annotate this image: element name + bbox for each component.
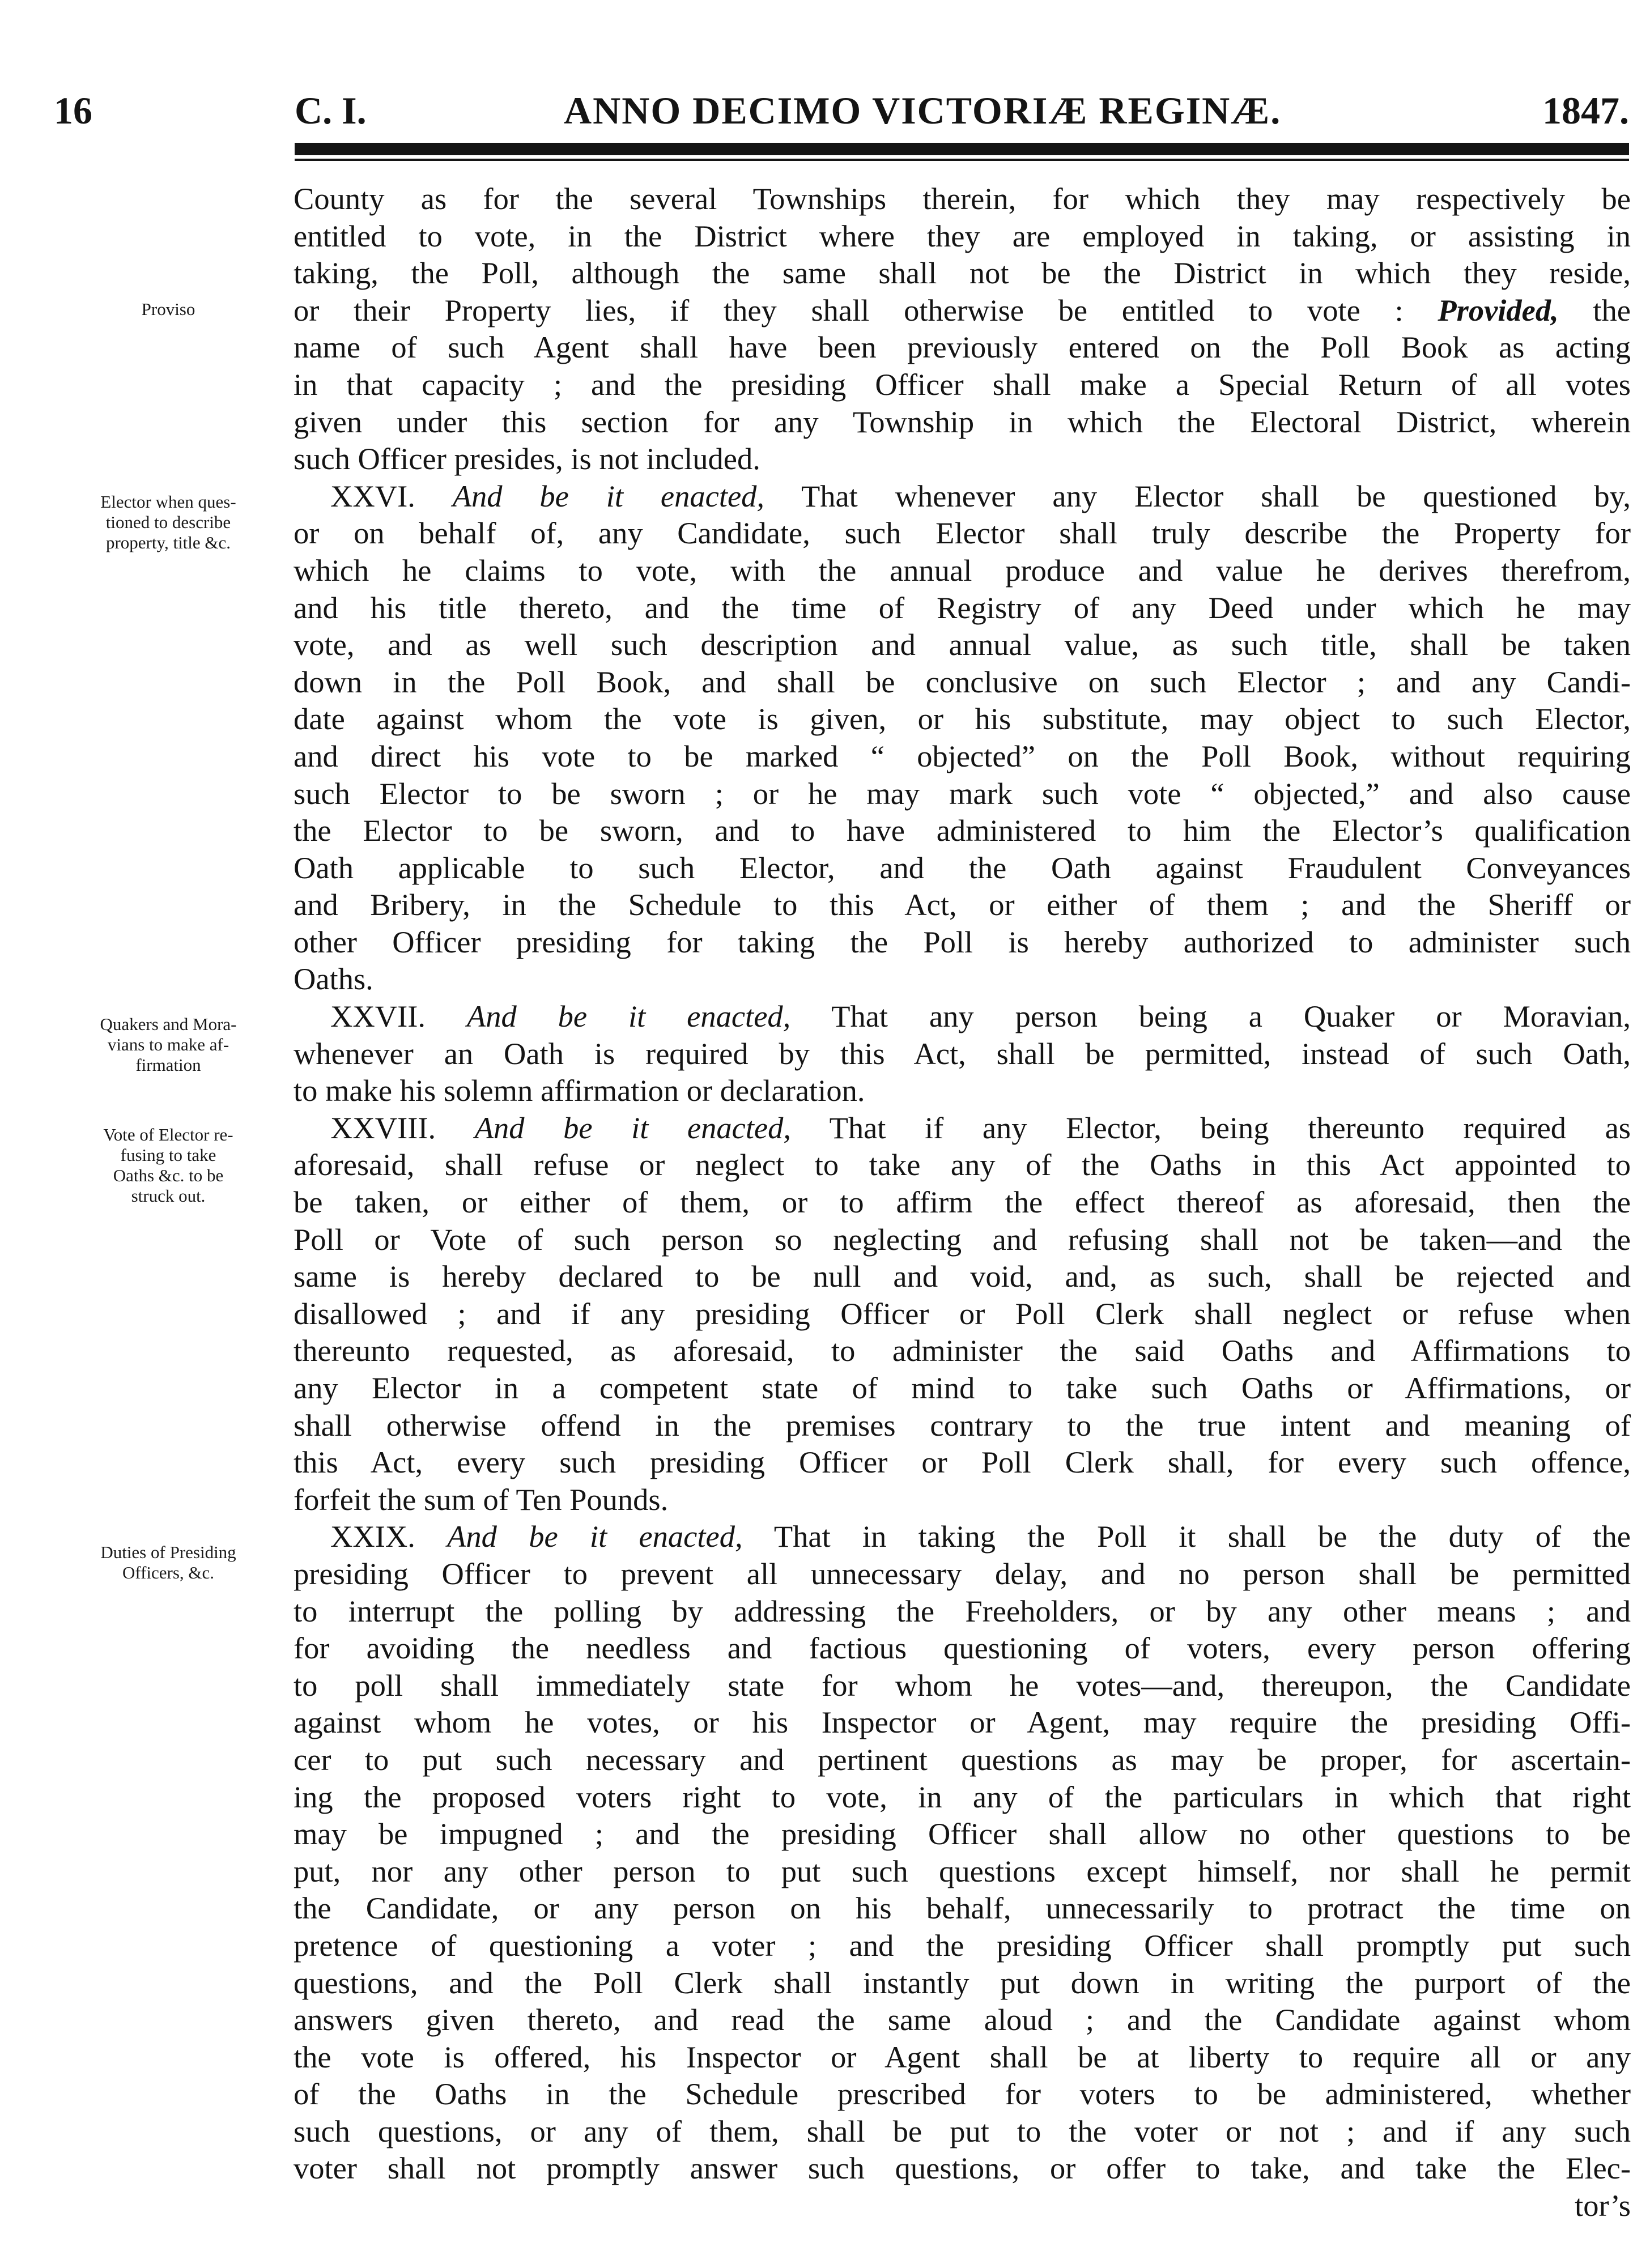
section-heading-line bbox=[294, 1518, 1631, 1555]
text-line: such Elector to be sworn ; or he may mark such vote “ objected,” and also cause bbox=[294, 776, 1631, 811]
text-line: voter shall not promptly answer such questions, or offer to take, and take the Elec- bbox=[294, 2151, 1631, 2186]
text-line: the Elector to be sworn, and to have administered to him the Elector’s qualification bbox=[294, 813, 1631, 848]
proviso-keyword: Provided, bbox=[1438, 292, 1559, 327]
text-line: to interrupt the polling by addressing the Freeholders, or by any other means ; and bbox=[294, 1593, 1631, 1628]
text-line: the vote is offered, his Inspector or Agent shall be at liberty to require all or any bbox=[294, 2039, 1631, 2074]
margin-note-quakers bbox=[52, 1014, 284, 1075]
text-run: the bbox=[1593, 292, 1631, 327]
text-line: thereunto requested, as aforesaid, to administer the said Oaths and Affirmations to bbox=[294, 1333, 1631, 1368]
section-heading-line bbox=[294, 478, 1631, 515]
margin-note-line: firmation bbox=[135, 1055, 201, 1075]
enacting-clause: And be it enacted, bbox=[452, 478, 765, 513]
margin-note-line: Oaths &c. to be bbox=[113, 1165, 224, 1185]
margin-note-vote-refusing bbox=[52, 1125, 284, 1206]
margin-note-line: Proviso bbox=[141, 299, 195, 319]
text-line: which he claims to vote, with the annual produce and value he derives therefrom, bbox=[294, 552, 1631, 588]
text-line: ing the proposed voters right to vote, in any of the particulars in which that right bbox=[294, 1779, 1631, 1814]
section-number: XXVI. bbox=[330, 478, 415, 513]
page-number: 16 bbox=[54, 89, 92, 132]
text-line: in that capacity ; and the presiding Officer shall make a Special Return of all votes bbox=[294, 367, 1631, 402]
margin-note-duties bbox=[52, 1542, 284, 1583]
margin-note-elector-questioned bbox=[52, 492, 284, 553]
text-run: That any person being a Quaker or Moravian, bbox=[831, 999, 1631, 1034]
text-run: That if any Elector, being thereunto required as bbox=[829, 1110, 1631, 1145]
text-line: taking, the Poll, although the same shall not be the District in which they reside, bbox=[294, 256, 1631, 291]
text-line: put, nor any other person to put such questions except himself, nor shall he permit bbox=[294, 1853, 1631, 1888]
enacting-clause: And be it enacted, bbox=[474, 1110, 791, 1145]
margin-note-line: Duties of Presiding bbox=[100, 1542, 236, 1562]
text-line: the Candidate, or any person on his behalf, unnecessarily to protract the time on bbox=[294, 1891, 1631, 1926]
text-line: for avoiding the needless and factious questioning of voters, every person offering bbox=[294, 1631, 1631, 1666]
text-line: this Act, every such presiding Officer or Poll Clerk shall, for every such offence, bbox=[294, 1445, 1631, 1480]
header-rule-thin bbox=[295, 159, 1629, 161]
text-line: Oath applicable to such Elector, and the Oath against Fraudulent Conveyances bbox=[294, 850, 1631, 885]
chapter-label: C. I. bbox=[295, 89, 367, 132]
margin-note-line: Officers, &c. bbox=[122, 1563, 215, 1582]
header-rule-thick bbox=[295, 143, 1629, 155]
margin-note-line: vians to make af- bbox=[107, 1035, 229, 1054]
text-line: shall otherwise offend in the premises contrary to the true intent and meaning of bbox=[294, 1407, 1631, 1443]
enacting-clause: And be it enacted, bbox=[447, 1519, 743, 1554]
section-number: XXVII. bbox=[330, 999, 426, 1034]
text-line: date against whom the vote is given, or his substitute, may object to such Elector, bbox=[294, 701, 1631, 737]
text-line: cer to put such necessary and pertinent questions as may be proper, for ascertain- bbox=[294, 1742, 1631, 1777]
text-line: down in the Poll Book, and shall be conclusive on such Elector ; and any Candi- bbox=[294, 664, 1631, 699]
text-line: disallowed ; and if any presiding Officer or Poll Clerk shall neglect or refuse when bbox=[294, 1296, 1631, 1331]
text-line: any Elector in a competent state of mind to take such Oaths or Affirmations, or bbox=[294, 1371, 1631, 1405]
section-heading-line bbox=[294, 998, 1631, 1035]
text-line bbox=[294, 292, 1631, 329]
text-line: name of such Agent shall have been previously entered on the Poll Book as acting bbox=[294, 330, 1631, 365]
catchword: tor’s bbox=[1575, 2188, 1631, 2223]
margin-note-line: Vote of Elector re- bbox=[103, 1125, 233, 1144]
text-line: forfeit the sum of Ten Pounds. bbox=[294, 1482, 669, 1517]
section-number: XXIX. bbox=[330, 1519, 415, 1554]
text-line: and his title thereto, and the time of Registry of any Deed under which he may bbox=[294, 590, 1631, 625]
text-run: That whenever any Elector shall be questioned by, bbox=[801, 478, 1631, 513]
text-line: may be impugned ; and the presiding Officer shall allow no other questions to be bbox=[294, 1816, 1631, 1852]
text-run: or their Property lies, if they shall otherwise be entitled to vote : bbox=[294, 292, 1404, 327]
text-line: such questions, or any of them, shall be put to the voter or not ; and if any such bbox=[294, 2113, 1631, 2148]
running-title: ANNO DECIMO VICTORIÆ REGINÆ. bbox=[564, 89, 1282, 132]
section-number: XXVIII. bbox=[330, 1110, 436, 1145]
section-heading-line bbox=[294, 1109, 1631, 1147]
enacting-clause: And be it enacted, bbox=[466, 999, 791, 1034]
margin-note-line: Quakers and Mora- bbox=[100, 1014, 237, 1034]
text-line: aforesaid, shall refuse or neglect to take any of the Oaths in this Act appointed to bbox=[294, 1147, 1631, 1182]
text-line: Oaths. bbox=[294, 961, 373, 997]
margin-note-line: property, title &c. bbox=[105, 533, 231, 552]
text-line: to make his solemn affirmation or declaration. bbox=[294, 1073, 865, 1108]
text-line: vote, and as well such description and annual value, as such title, shall be taken bbox=[294, 627, 1631, 662]
text-line: other Officer presiding for taking the Poll is hereby authorized to administer such bbox=[294, 924, 1631, 959]
margin-note-proviso bbox=[52, 299, 284, 320]
text-line: and direct his vote to be marked “ objected” on the Poll Book, without requiring bbox=[294, 738, 1631, 773]
text-line: be taken, or either of them, or to affirm the effect thereof as aforesaid, then the bbox=[294, 1185, 1631, 1220]
text-line: given under this section for any Township in which the Electoral District, wherein bbox=[294, 404, 1631, 439]
text-run: That in taking the Poll it shall be the duty of the bbox=[773, 1519, 1631, 1554]
text-line: entitled to vote, in the District where they are employed in taking, or assisting in bbox=[294, 218, 1631, 253]
text-line: Poll or Vote of such person so neglecting and refusing shall not be taken—and the bbox=[294, 1222, 1631, 1257]
text-line: same is hereby declared to be null and void, and, as such, shall be rejected and bbox=[294, 1259, 1631, 1294]
text-line: against whom he votes, or his Inspector or Agent, may require the presiding Offi- bbox=[294, 1705, 1631, 1740]
margin-note-line: fusing to take bbox=[120, 1145, 216, 1165]
margin-note-line: tioned to describe bbox=[105, 512, 231, 532]
margin-note-line: Elector when ques- bbox=[100, 492, 236, 512]
text-line: whenever an Oath is required by this Act, shall be permitted, instead of such Oath, bbox=[294, 1036, 1631, 1071]
text-line: presiding Officer to prevent all unnecessary delay, and no person shall be permitted bbox=[294, 1556, 1631, 1591]
text-line: of the Oaths in the Schedule prescribed for voters to be administered, whether bbox=[294, 2076, 1631, 2112]
text-line: to poll shall immediately state for whom he votes—and, thereupon, the Candidate bbox=[294, 1667, 1631, 1703]
text-line: County as for the several Townships therein, for which they may respectively be bbox=[294, 181, 1631, 216]
text-line: answers given thereto, and read the same aloud ; and the Candidate against whom bbox=[294, 2002, 1631, 2037]
text-line: and Bribery, in the Schedule to this Act, or either of them ; and the Sheriff or bbox=[294, 887, 1631, 922]
text-line: or on behalf of, any Candidate, such Elector shall truly describe the Property for bbox=[294, 516, 1631, 551]
text-line: such Officer presides, is not included. bbox=[294, 441, 760, 476]
year-label: 1847. bbox=[1542, 89, 1629, 132]
text-line: pretence of questioning a voter ; and the presiding Officer shall promptly put such bbox=[294, 1927, 1631, 1963]
statute-text bbox=[294, 180, 1631, 2224]
text-line: questions, and the Poll Clerk shall instantly put down in writing the purport of the bbox=[294, 1965, 1631, 2000]
margin-note-line: struck out. bbox=[131, 1186, 206, 1206]
